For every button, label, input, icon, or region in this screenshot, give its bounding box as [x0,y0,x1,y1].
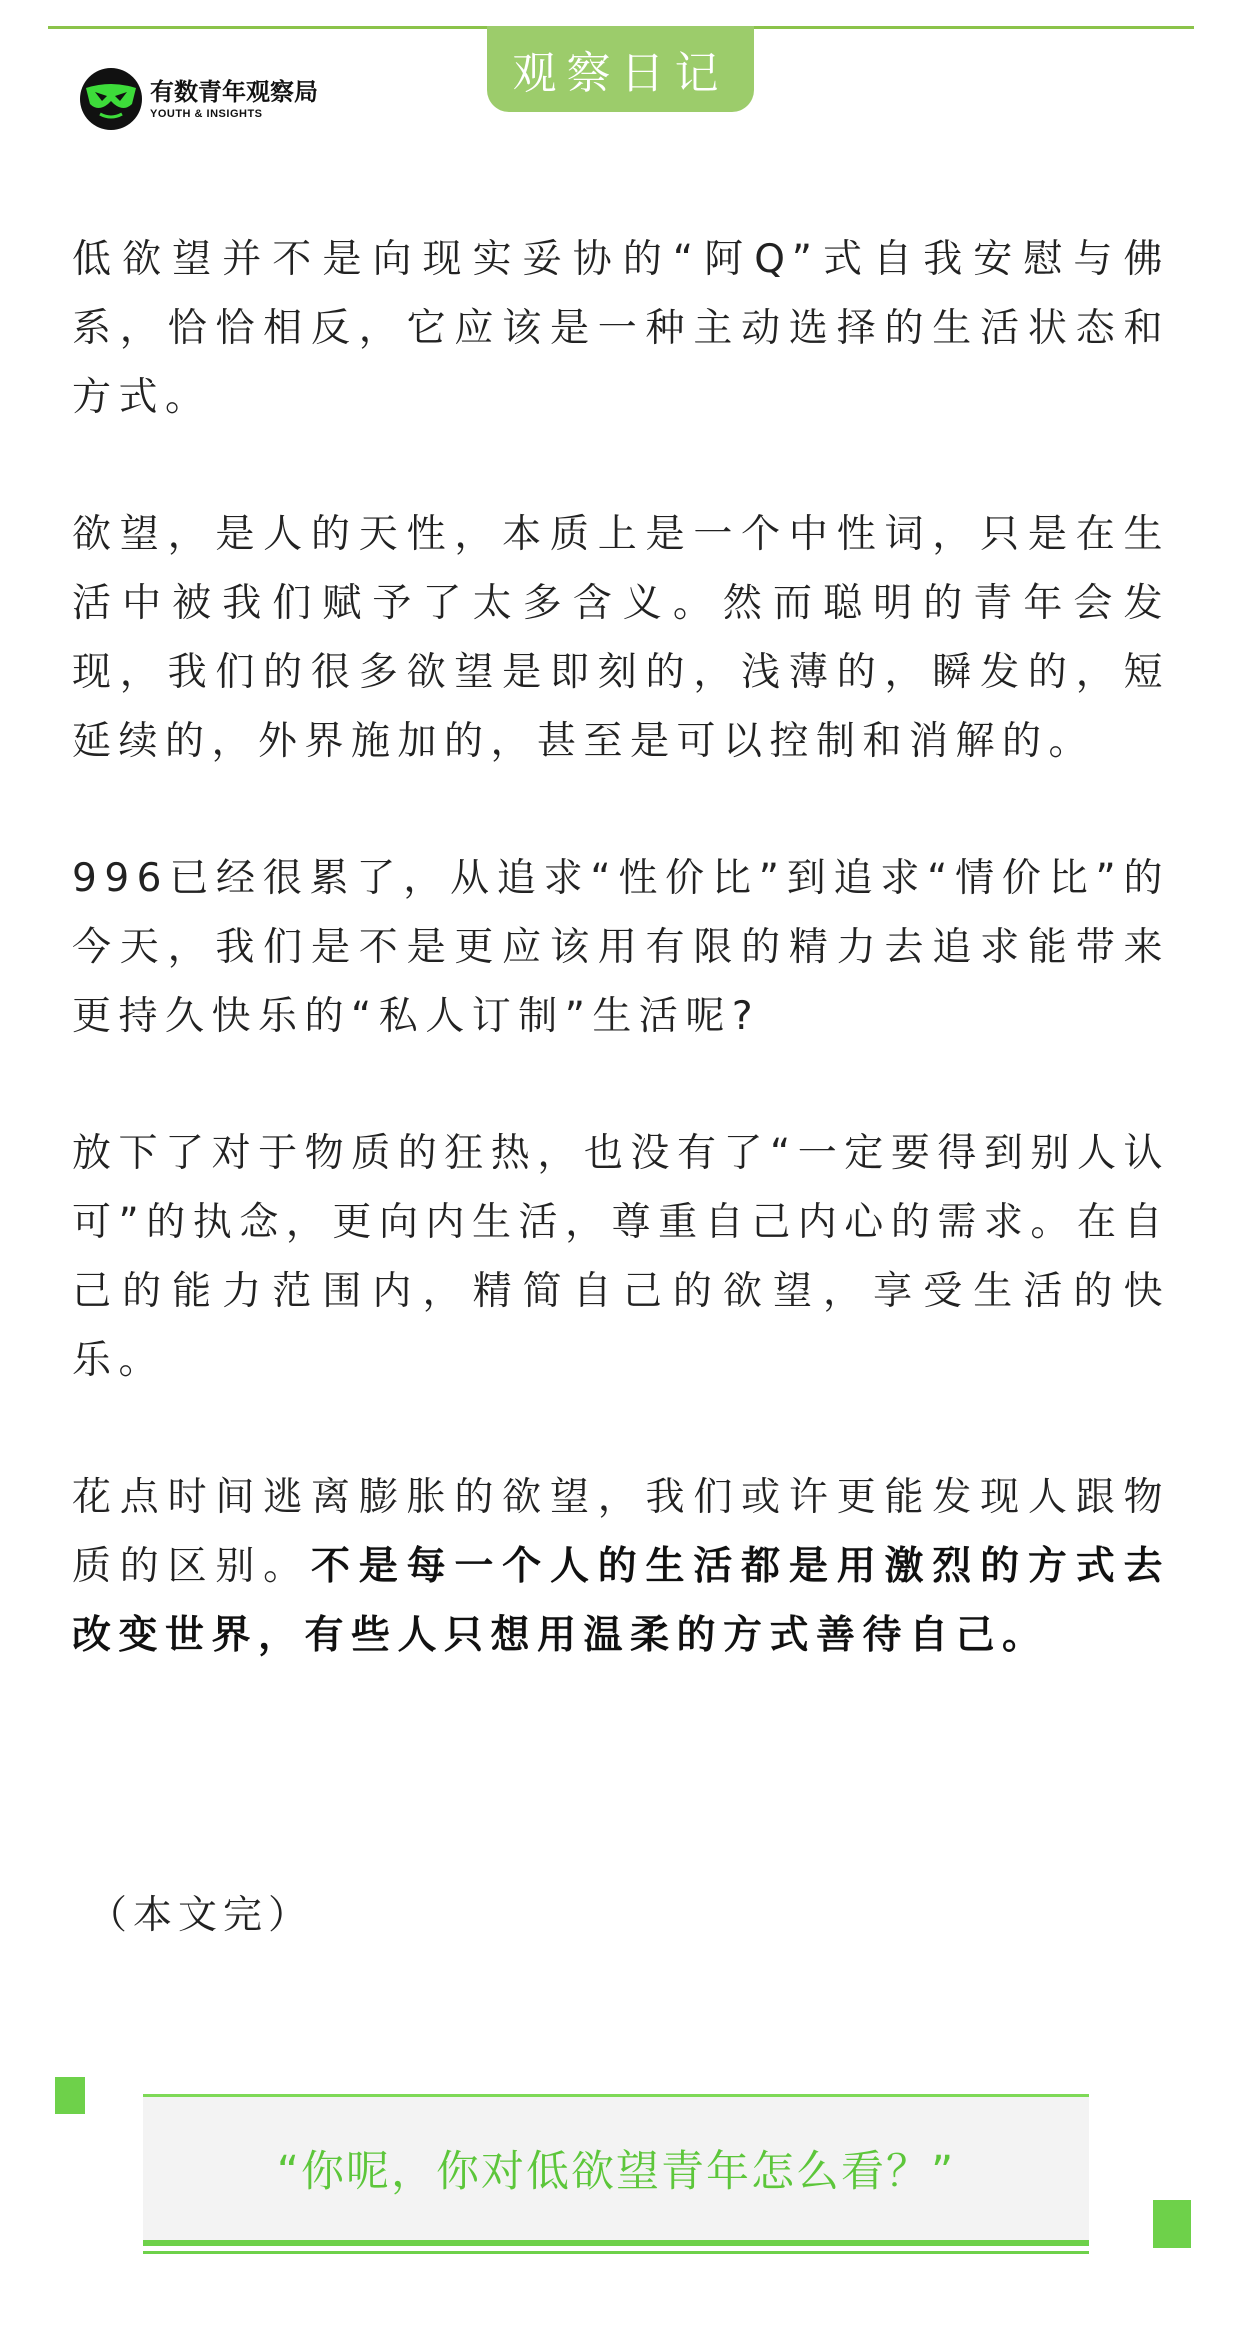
article-body [72,225,1170,1738]
paragraph-2: 欲望，是人的天性，本质上是一个中性词，只是在生活中被我们赋予了太多含义。然而聪明的青年会发现，我们的很多欲望是即刻的，浅薄的，瞬发的，短延续的，外界施加的，甚至是可以控制和消解的。 [72,512,1170,764]
paragraph-5 [72,1463,1170,1670]
paragraph-5-normal: 花点时间逃离膨胀的欲望，我们或许更能发现人跟物质的区别。 [72,1475,1170,1589]
paragraph-5-bold: 不是每一个人的生活都是用激烈的方式去改变世界，有些人只想用温柔的方式善待自己。 [72,1544,1170,1658]
decor-square-left [55,2077,85,2114]
mask-icon [80,68,142,130]
paragraph-3: 996已经很累了，从追求“性价比”到追求“情价比”的今天，我们是不是更应该用有限的精力去追求能带来更持久快乐的“私人订制”生活呢? [72,856,1170,1039]
paragraph-1: 低欲望并不是向现实妥协的“阿Q”式自我安慰与佛系，恰恰相反，它应该是一种主动选择的生活状态和方式。 [72,237,1170,420]
brand-logo [80,68,318,130]
quote-underline-thin [143,2251,1089,2254]
paragraph-4: 放下了对于物质的狂热，也没有了“一定要得到别人认可”的执念，更向内生活，尊重自己内心的需求。在自己的能力范围内，精简自己的欲望，享受生活的快乐。 [72,1131,1170,1383]
column-tab [487,26,754,112]
quote-underline-thick [143,2240,1089,2246]
logo-subtitle: YOUTH & INSIGHTS [150,108,263,120]
decor-square-right [1153,2200,1191,2248]
end-note: （本文完） [88,1893,314,1938]
quote-text: “你呢，你对低欲望青年怎么看？” [276,2147,956,2197]
column-tab-label: 观察日记 [512,48,729,99]
logo-name: 有数青年观察局 [150,78,318,106]
